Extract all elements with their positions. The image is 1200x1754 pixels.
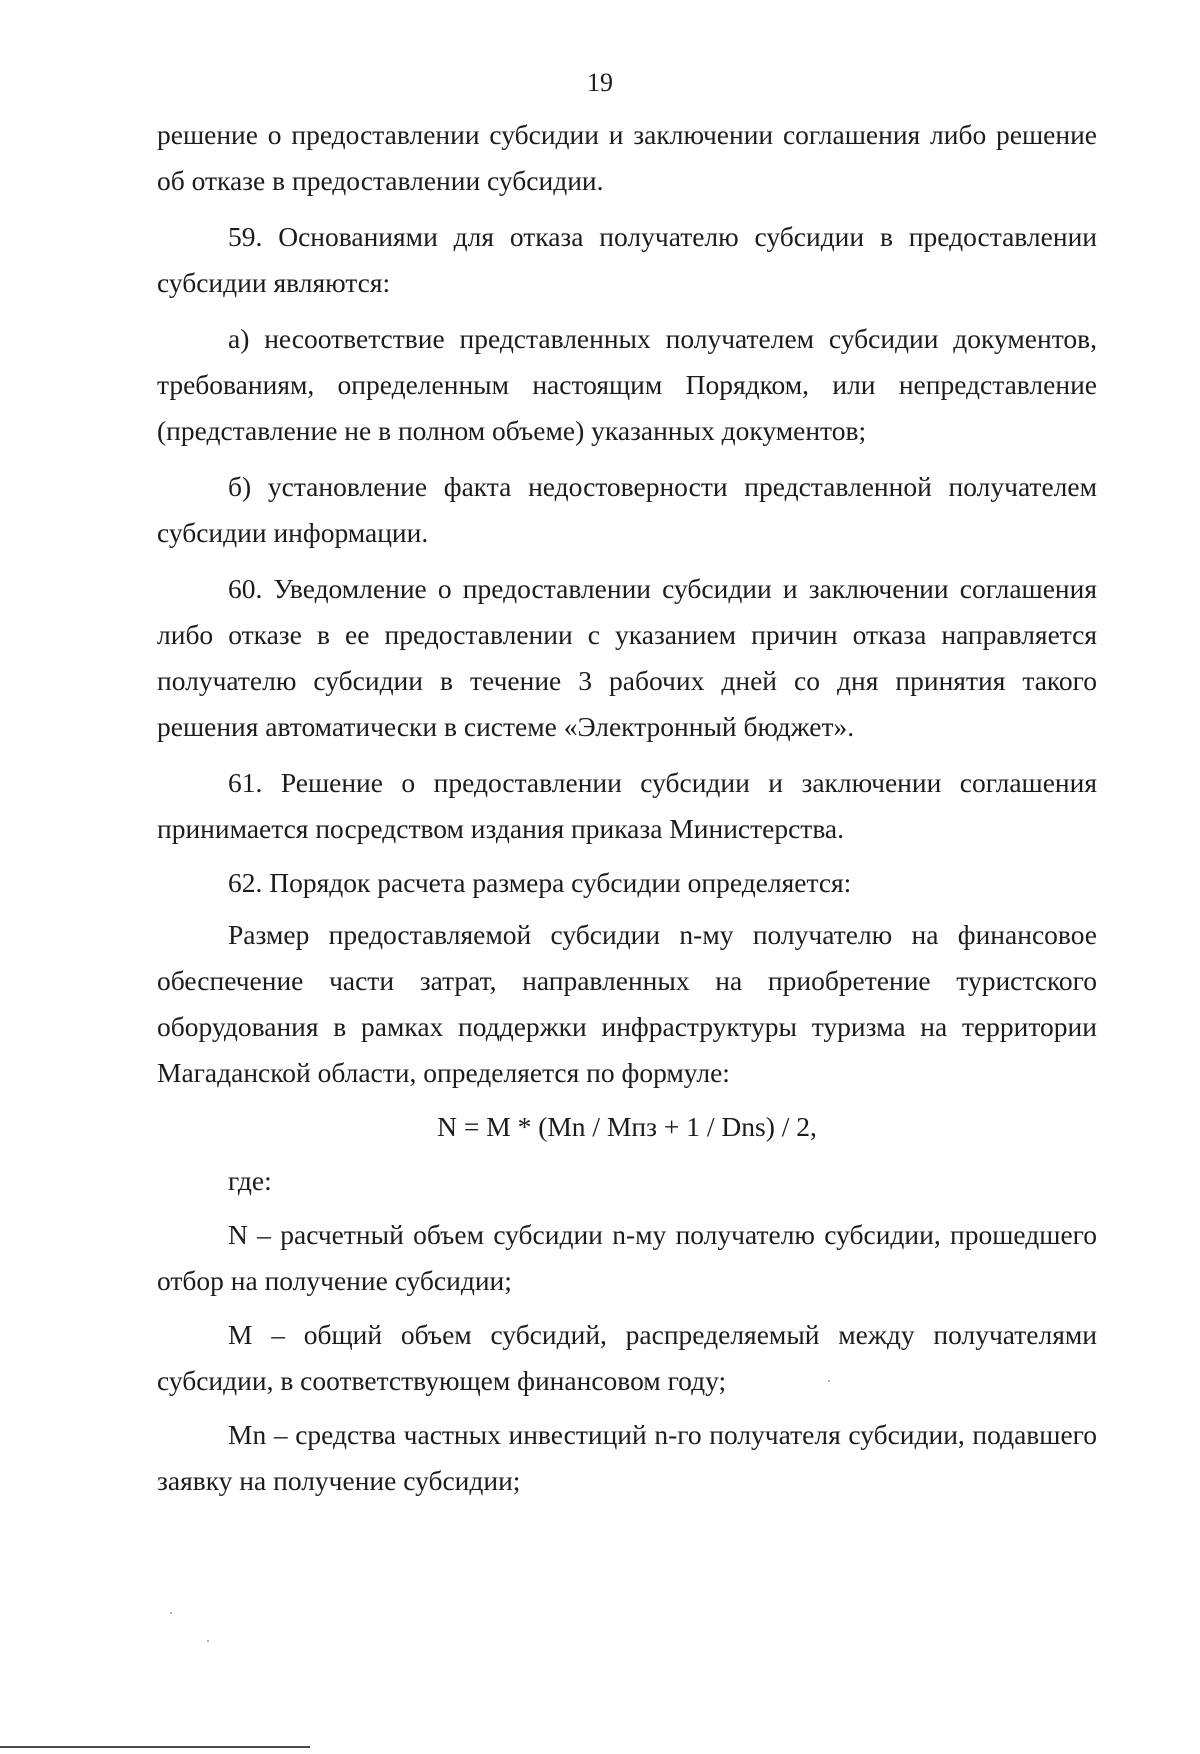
footer-rule <box>0 1746 310 1748</box>
paragraph-subsidy-size: Размер предоставляемой субсидии n-му получателю на финансовое обеспечение части затрат, направленных на приобретение туристского оборудования в рамках поддержки инфраструктуры туризма на территории Магаданской области, определяется по формуле: <box>157 919 1097 1088</box>
paragraph-continuation: решение о предоставлении субсидии и заключении соглашения либо решение об отказе в предоставлении субсидии. <box>157 119 1097 196</box>
paragraph-59a: а) несоответствие представленных получателем субсидии документов, требованиям, определенным настоящим Порядком, или непредставление (представление не в полном объеме) указанных документов; <box>157 323 1097 446</box>
definition-Mn: Mn – средства частных инвестиций n-го получателя субсидии, подавшего заявку на получение субсидии; <box>157 1419 1097 1496</box>
definition-N: N – расчетный объем субсидии n-му получателю субсидии, прошедшего отбор на получение субсидии; <box>157 1219 1097 1296</box>
definition-M: M – общий объем субсидий, распределяемый между получателями субсидии, в соответствующем финансовом году; <box>157 1319 1097 1396</box>
document-body <box>157 112 1097 1504</box>
paragraph-61: 61. Решение о предоставлении субсидии и заключении соглашения принимается посредством издания приказа Министерства. <box>157 767 1097 844</box>
page-number: 19 <box>587 68 613 97</box>
paragraph-62: 62. Порядок расчета размера субсидии определяется: <box>228 867 852 898</box>
paragraph-59b: б) установление факта недостоверности представленной получателем субсидии информации. <box>157 471 1097 548</box>
formula: N = M * (Mn / Mпз + 1 / Dns) / 2, <box>437 1111 817 1142</box>
where-label: где: <box>228 1165 272 1196</box>
scan-speck <box>170 1612 172 1614</box>
scan-speck <box>207 1640 209 1642</box>
scan-speck <box>828 1380 830 1382</box>
paragraph-60: 60. Уведомление о предоставлении субсидии и заключении соглашения либо отказе в ее предоставлении с указанием причин отказа направляется получателю субсидии в течение 3 рабочих дней со дня принятия такого решения автоматически в системе «Электронный бюджет». <box>157 573 1097 742</box>
paragraph-59: 59. Основаниями для отказа получателю субсидии в предоставлении субсидии являются: <box>157 221 1097 298</box>
